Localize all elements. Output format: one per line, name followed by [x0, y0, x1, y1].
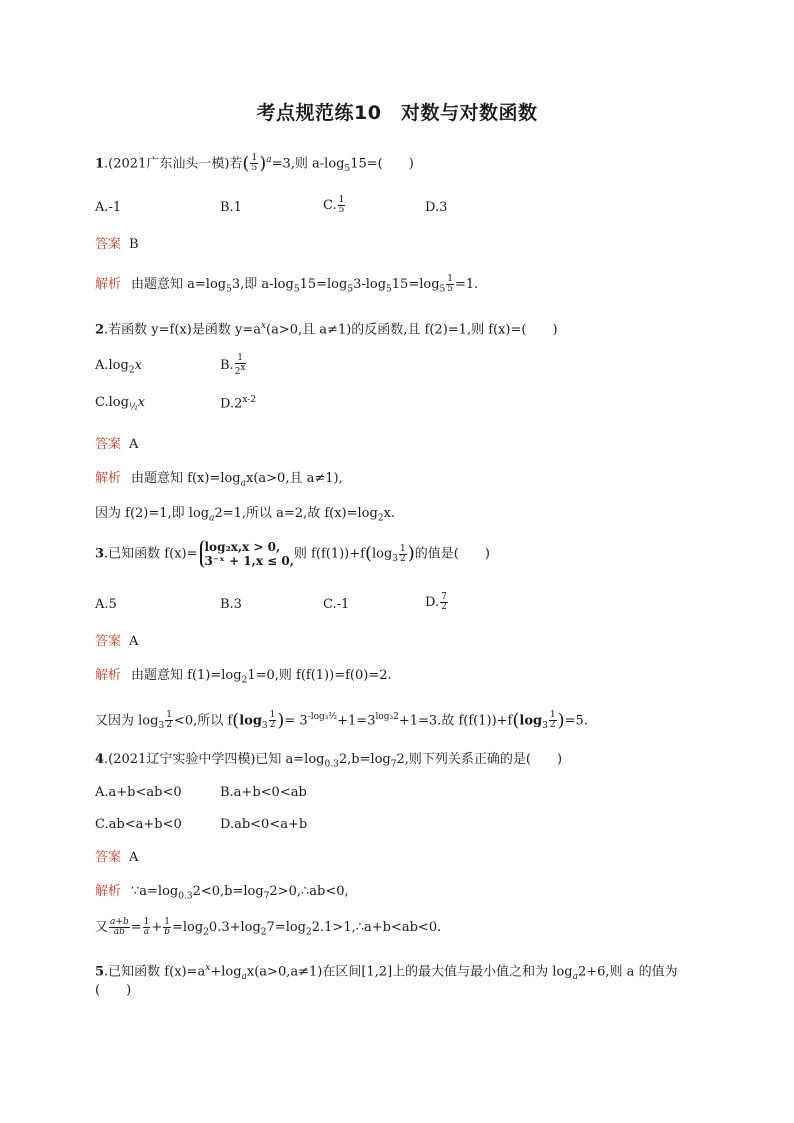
solution-3: 解析 由题意知 $f(1)=\log_21=0$,则 f(f(1))=f(0)=2.: [95, 668, 392, 686]
answer-value: A: [129, 437, 139, 452]
solution-2-cont: 因为 f(2)=1,即 $\log_a2=1$,所以 a=2,故 $f(x)=\log_2x$.: [95, 506, 396, 524]
question-5: 5.已知函数 $f(x)=a^x+\log_ax(a>0,a\ne 1)$在区间[1,2]上的最大值与最小值之和为 $\log_a2+6$,则 a 的值为: [95, 963, 678, 982]
question-1: 1.(2021广东汕头一模)若( $\frac{1}{5}$ )$^a$=3,则 $a-\log_515=$( ): [95, 152, 414, 174]
option-c: C.ab<a+b<0: [95, 817, 182, 832]
option-a: A.-1: [95, 200, 122, 215]
answer-label: 答案: [95, 237, 122, 252]
page-title: 考点规范练10 对数与对数函数: [256, 102, 538, 124]
question-number: 1: [95, 156, 105, 172]
question-stem: 15=( ): [350, 156, 414, 172]
question-number: 2: [95, 322, 105, 338]
option-b: B.3: [220, 597, 242, 612]
solution-label: 解析: [95, 277, 122, 292]
answer-label: 答案: [95, 850, 122, 865]
question-stem: .(2021广东汕头一模)若: [104, 156, 243, 172]
question-2: 2.若函数 y=f(x)是函数 $y=a^x(a>0$,且 a≠1)的反函数,且 f(2)=1,则 f(x)=( ): [95, 321, 558, 338]
solution-label: 解析: [95, 884, 122, 899]
option-a: A.a+b<ab<0: [95, 785, 182, 800]
option-b: B.1: [220, 200, 242, 215]
answer-3: [95, 633, 138, 651]
option-c: C.-1: [323, 597, 350, 612]
question-4: 4.(2021辽宁实验中学四模)已知 $a=\log_{0.3}2,b=\log_72$,则下列关系正确的是( ): [95, 752, 563, 770]
paren: ): [259, 152, 267, 174]
solution-3-cont: 又因为 $\log_3$ $\frac{1}{2}$ <0,所以 $f(\log_3$ $\frac{1}{2}$ )= $3^{-log_3\frac{1}{2}}+1=3^{log_32}+1=3$.故 $f(f(1))+f(\log_3$ $\frac{1}{2}$ )=5.: [95, 709, 588, 731]
question-number: 4: [95, 752, 105, 767]
solution-4-cont: 又 $\frac{a+b}{ab}$ = $\frac{1}{a}$ + $\frac{1}{b}$ $=\log_20.3+\log_27=\log_22.1>1,\therefore a+b<ab<0$.: [95, 917, 442, 938]
question-number: 5: [95, 964, 105, 980]
answer-value: B: [129, 237, 139, 252]
option-c: $C.\log_{\frac{1}{2}}x$: [95, 395, 145, 413]
answer-1: [95, 236, 139, 254]
option-d: D.ab<0<a+b: [220, 817, 308, 832]
option-a: A.5: [95, 597, 117, 612]
option-a: $A.\log_2x$: [95, 358, 142, 376]
answer-label: 答案: [95, 634, 122, 649]
solution-4: 解析 $\because a=\log_{0.3}2<0,b=\log_72>0,\therefore ab<0$,: [95, 884, 349, 902]
option-b: B. $\frac{1}{2^x}$: [220, 353, 246, 377]
option-b: B.a+b<0<ab: [220, 785, 307, 800]
question-number: 3: [95, 546, 105, 562]
paren: (: [242, 152, 250, 174]
fraction: $\frac{1}{5}$: [251, 153, 258, 174]
question-5-cont: ( ): [95, 983, 132, 998]
answer-2: [95, 436, 138, 454]
solution-label: 解析: [95, 668, 122, 683]
solution-2: 解析 由题意知 $f(x)=\log_ax(a>0$,且 a≠1),: [95, 471, 343, 489]
answer-label: 答案: [95, 437, 122, 452]
solution-1: 解析 由题意知 $a=\log_53$,即 $a-\log_515=\log_53-\log_515=\log_5$ $\frac{1}{5}$ =1.: [95, 274, 479, 295]
option-d: D. $\frac{7}{2}$: [425, 592, 447, 612]
answer-4: [95, 849, 138, 867]
solution-label: 解析: [95, 471, 122, 486]
answer-value: A: [129, 850, 139, 865]
answer-value: A: [129, 634, 139, 649]
option-d: D.3: [425, 200, 448, 215]
option-d: D.2$^{x-2}$: [220, 395, 257, 412]
piecewise-brace: log₂x,x > 0, 3⁻ˣ + 1,x ≤ 0,: [200, 540, 294, 568]
question-3: 3.已知函数 f(x)= log₂x,x > 0, 3⁻ˣ + 1,x ≤ 0, 则 $f(f(1))+f(\log_3$ $\frac{1}{2}$ )的值是( ): [95, 540, 490, 568]
question-stem: =3,则 a-log: [271, 156, 345, 172]
option-c: C. $\frac{1}{5}$: [323, 195, 345, 215]
